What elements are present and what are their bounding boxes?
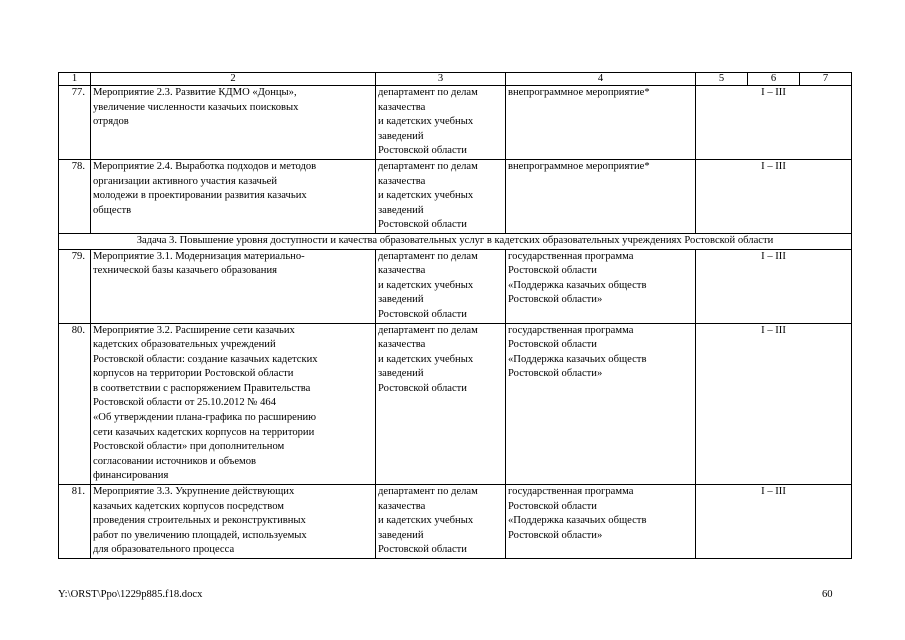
row-number: 80. (59, 323, 91, 485)
cell-line: молодежи в проектировании развития казачьих (93, 190, 307, 202)
executor-cell (376, 249, 506, 323)
cell-line: казачества (378, 175, 426, 187)
cell-line: Мероприятие 2.4. Выработка подходов и методов (93, 160, 317, 172)
cell-line: Мероприятие 2.3. Развитие КДМО «Донцы», (93, 87, 297, 98)
cell-line: Ростовской области (508, 500, 597, 512)
cell-line: и кадетских учебных (378, 279, 474, 291)
event-cell (91, 323, 376, 485)
cell-line: «Поддержка казачьих обществ (508, 279, 647, 291)
task-title: Задача 3. Повышение уровня доступности и качества образовательных услуг в кадетских образовательных учреждениях Ростовской области (59, 233, 852, 249)
file-path: Y:\ORST\Ppo\1229p885.f18.docx (58, 589, 203, 600)
cell-line: Ростовской области от 25.10.2012 № 464 (93, 397, 277, 409)
cell-line: Ростовской области (378, 544, 467, 556)
executor-cell (376, 159, 506, 233)
cell-line: обществ (93, 204, 132, 216)
column-header: 7 (800, 73, 852, 86)
cell-line: Ростовской области (378, 308, 467, 320)
cell-line: внепрограммное мероприятие* (508, 160, 650, 172)
column-header: 5 (696, 73, 748, 86)
cell-line: Ростовской области (508, 265, 597, 277)
cell-line: казачества (378, 265, 426, 277)
cell-line: работ по увеличению площадей, используемых (93, 529, 307, 541)
cell-line: корпусов на территории Ростовской области (93, 368, 294, 380)
table-row (59, 323, 852, 485)
cell-line: для образовательного процесса (93, 544, 235, 556)
cell-line: Ростовской области» (508, 529, 603, 541)
cell-line: кадетских образовательных учреждений (93, 339, 276, 351)
cell-line: Ростовской области (378, 145, 467, 157)
cell-line: Ростовской области (378, 219, 467, 231)
cell-line: казачества (378, 339, 426, 351)
cell-line: технической базы казачьего образования (93, 265, 278, 277)
table-row (59, 86, 852, 160)
table-row (59, 485, 852, 559)
cell-line: Мероприятие 3.2. Расширение сети казачьих (93, 324, 295, 336)
event-cell (91, 249, 376, 323)
cell-line: государственная программа (508, 486, 634, 498)
cell-line: внепрограммное мероприятие* (508, 87, 650, 98)
period-cell: I – III (696, 485, 852, 559)
cell-line: государственная программа (508, 324, 634, 336)
cell-line: отрядов (93, 116, 129, 128)
cell-line: департамент по делам (378, 486, 478, 498)
row-number: 79. (59, 249, 91, 323)
cell-line: заведений (378, 130, 424, 142)
cell-line: заведений (378, 529, 424, 541)
cell-line: финансирования (93, 470, 169, 482)
cell-line: сети казачьих кадетских корпусов на территории (93, 426, 315, 438)
cell-line: и кадетских учебных (378, 116, 474, 128)
cell-line: Ростовской области» при дополнительном (93, 441, 285, 453)
source-cell (506, 86, 696, 160)
source-cell (506, 249, 696, 323)
period-cell: I – III (696, 86, 852, 160)
row-number: 77. (59, 86, 91, 160)
period-cell: I – III (696, 159, 852, 233)
event-cell (91, 86, 376, 160)
cell-line: казачества (378, 500, 426, 512)
cell-line: и кадетских учебных (378, 190, 474, 202)
cell-line: «Поддержка казачьих обществ (508, 353, 647, 365)
cell-line: департамент по делам (378, 87, 478, 98)
page-number: 60 (822, 589, 833, 600)
executor-cell (376, 86, 506, 160)
row-number: 78. (59, 159, 91, 233)
table-row (59, 249, 852, 323)
cell-line: заведений (378, 368, 424, 380)
column-header: 4 (506, 73, 696, 86)
cell-line: Ростовской области» (508, 368, 603, 380)
cell-line: согласовании источников и объемов (93, 455, 257, 467)
source-cell (506, 485, 696, 559)
cell-line: казачьих кадетских корпусов посредством (93, 500, 284, 512)
source-cell (506, 323, 696, 485)
cell-line: департамент по делам (378, 250, 478, 262)
cell-line: казачества (378, 101, 426, 113)
event-cell (91, 485, 376, 559)
cell-line: заведений (378, 204, 424, 216)
cell-line: Ростовской области» (508, 294, 603, 306)
column-header: 1 (59, 73, 91, 86)
cell-line: в соответствии с распоряжением Правительства (93, 382, 311, 394)
cell-line: проведения строительных и реконструктивных (93, 515, 306, 527)
cell-line: департамент по делам (378, 160, 478, 172)
period-cell: I – III (696, 323, 852, 485)
event-cell (91, 159, 376, 233)
column-header: 2 (91, 73, 376, 86)
row-number: 81. (59, 485, 91, 559)
cell-line: департамент по делам (378, 324, 478, 336)
executor-cell (376, 323, 506, 485)
column-header: 3 (376, 73, 506, 86)
column-header: 6 (748, 73, 800, 86)
cell-line: Ростовской области (378, 382, 467, 394)
cell-line: заведений (378, 294, 424, 306)
cell-line: увеличение численности казачьих поисковых (93, 101, 299, 113)
document-table (58, 72, 852, 559)
cell-line: Ростовской области (508, 339, 597, 351)
source-cell (506, 159, 696, 233)
cell-line: «Поддержка казачьих обществ (508, 515, 647, 527)
task-row (59, 233, 852, 249)
cell-line: Ростовской области: создание казачьих кадетских (93, 353, 318, 365)
cell-line: Мероприятие 3.3. Укрупнение действующих (93, 486, 295, 498)
executor-cell (376, 485, 506, 559)
table-row (59, 159, 852, 233)
cell-line: и кадетских учебных (378, 515, 474, 527)
cell-line: государственная программа (508, 250, 634, 262)
table-header-row (59, 73, 852, 86)
cell-line: Мероприятие 3.1. Модернизация материально- (93, 250, 305, 262)
cell-line: «Об утверждении плана-графика по расширению (93, 412, 317, 424)
cell-line: и кадетских учебных (378, 353, 474, 365)
cell-line: организации активного участия казачьей (93, 175, 278, 187)
period-cell: I – III (696, 249, 852, 323)
